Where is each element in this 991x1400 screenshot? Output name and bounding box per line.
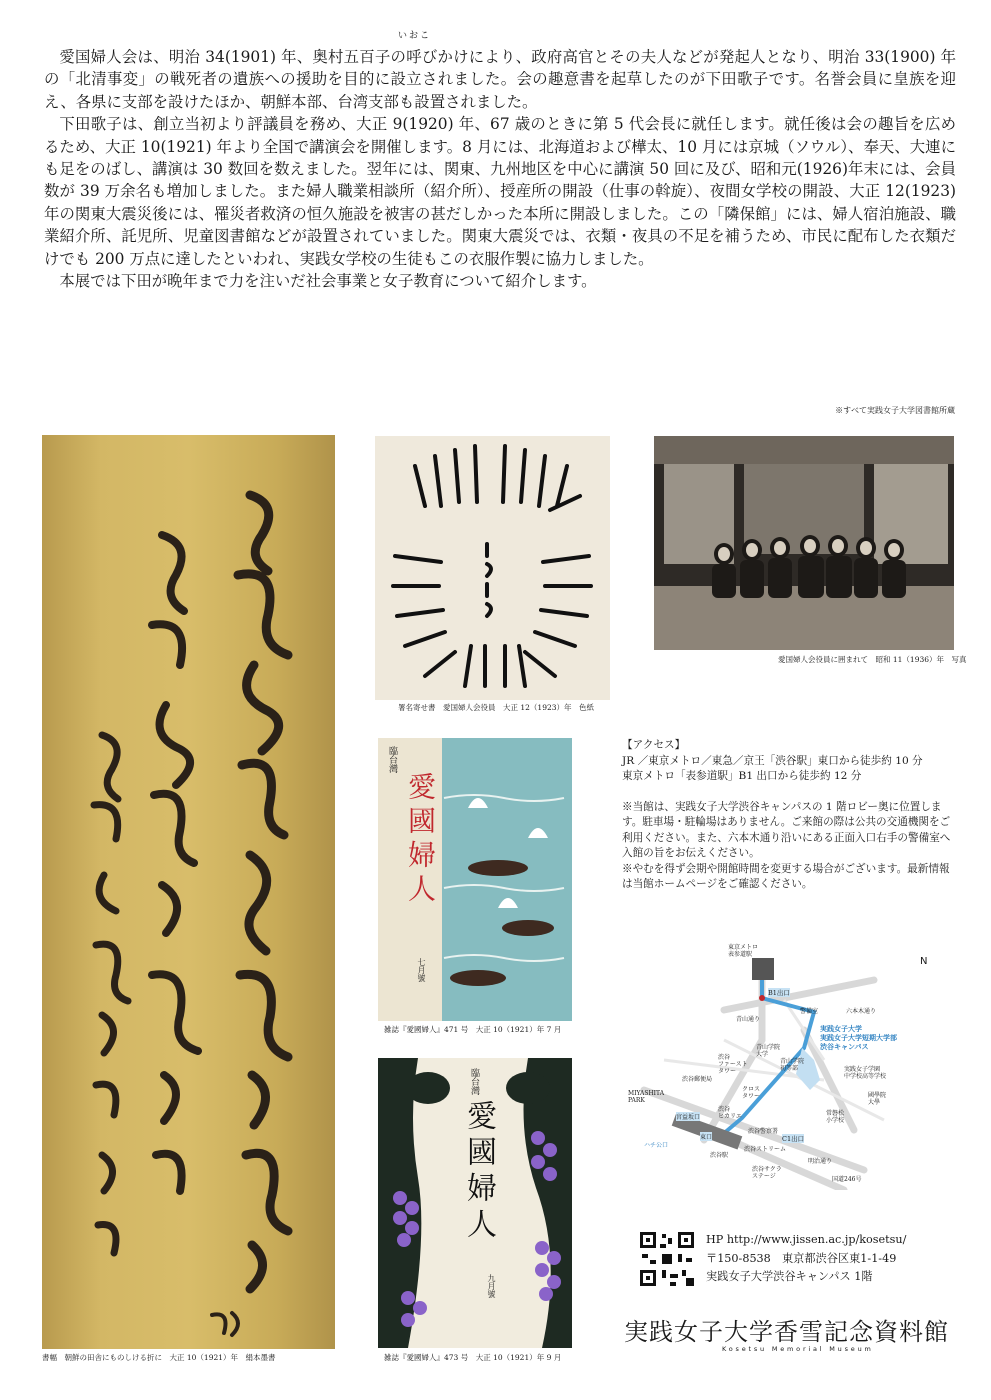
access-line-metro: 東京メトロ「表参道駅」B1 出口から徒歩約 12 分 (622, 770, 862, 782)
map-aoyama-dori: 青山通り (736, 1016, 761, 1023)
map-shibuya-first-tower: 渋谷 ファースト タワー (718, 1054, 748, 1075)
map-police-station: 渋谷警察署 (748, 1128, 779, 1135)
collection-note: ※すべて実践女子大学図書館所蔵 (835, 406, 955, 415)
magazine-july-label: 臨台灣 (387, 746, 397, 773)
calligraphy-scroll-image (42, 435, 335, 1349)
museum-title: 実践女子大学香雪記念資料館 (624, 1318, 949, 1346)
map-east-exit: 東口 (700, 1134, 713, 1141)
map-aogaku-elementary: 青山学院 初等部 (780, 1058, 805, 1072)
access-line-jr: JR ／東京メトロ／東急／京王「渋谷駅」東口から徒歩約 10 分 (622, 754, 923, 767)
map-shibuya-stream: 渋谷ストリーム (744, 1146, 787, 1153)
access-note-schedule: ※やむを得ず会期や開館時間を変更する場合がございます。最新情報は当館ホームページをご確認ください。 (622, 862, 950, 890)
access-map (624, 940, 964, 1190)
scroll-caption: 書幅 朝鮮の田舎にものしける折に 大正 10（1921）年 絹本墨書 (42, 1353, 276, 1362)
magazine-july-cover-image (378, 738, 572, 1021)
map-kokugakuin: 國學院 大學 (868, 1092, 887, 1106)
address-line-1: 〒150-8538 東京都渋谷区東1-1-49 (706, 1251, 897, 1265)
map-tokiwamatsu-school: 常磐松 小学校 (826, 1110, 845, 1124)
map-roppongi-dori: 六本木通り (846, 1008, 877, 1015)
magazine-september-cover-image (378, 1058, 572, 1348)
contact-info (706, 1231, 906, 1287)
intro-paragraph-2: 下田歌子は、創立当初より評議員を務め、大正 9(1920) 年、67 歳のときに第 5 代会長に就任します。就任後は会の趣旨を広めるため、大正 10(1921) 年より全国で講演会を開催します。8 月には、北海道および樺太、10 月には京城（ソウル）、奉天、大連にも足をのばし、講演は 30 数回を数えました。翌年には、関東、九州地区を中心に講演 50 回に及び、昭和元(1926)年末には、会員数が 39 万余名も増加しました。また婦人職業相談所（紹介所）、授産所の開設（仕事の斡旋）、夜間女学校の開設、大正 12(1923) 年の関東大震災後には、罹災者救済の恒久施設を被害の甚だしかった本所に開設しました。この「隣保館」には、婦人宿泊施設、職業紹介所、託児所、児童図書館などが設置されていました。関東大震災では、衣類・夜具の不足を補うため、市民に配布した衣類だけでも 200 万点に達したといわれ、実践女学校の生徒もこの衣服作製に協力しました。 (44, 115, 956, 268)
address-line-2: 実践女子大学渋谷キャンパス 1階 (706, 1270, 873, 1283)
magazine-july-issue: 七月號 (417, 958, 426, 982)
access-info (622, 738, 958, 893)
magazine-september-caption: 雑誌『愛國婦人』473 号 大正 10（1921）年 9 月 (384, 1353, 562, 1362)
map-jissen-school: 実践女子学園 中学校高等学校 (844, 1066, 887, 1080)
magazine-september-title: 愛國婦人 (461, 1100, 496, 1244)
map-omotesando-station: 東京メトロ 表参道駅 (728, 944, 759, 958)
map-shibuya-station: 渋谷駅 (710, 1152, 729, 1159)
museum-english-name: Kosetsu Memorial Museum (722, 1345, 874, 1353)
map-miyashita-park: MIYASHITA PARK (628, 1090, 665, 1104)
magazine-september-issue: 九月號 (487, 1274, 496, 1298)
access-note-location: ※当館は、実践女子大学渋谷キャンパスの 1 階ロビー奥に位置します。駐車場・駐輪場はありません。ご来館の際は公共の交通機関をご利用ください。また、六本木通り沿いにある正面入口右手の警備室へ入館の旨をお伝えください。 (622, 800, 951, 859)
map-cross-tower: クロス タワー (742, 1086, 761, 1100)
magazine-september-label: 臨台灣 (469, 1068, 479, 1095)
group-photo-image (654, 436, 954, 650)
map-jissen-campus: 実践女子大学 実践女子大学短期大学部 渋谷キャンパス (820, 1024, 897, 1051)
signature-board-image (375, 436, 610, 700)
map-aogaku-univ: 青山学院 大学 (756, 1044, 781, 1058)
intro-text (44, 46, 956, 292)
magazine-july-caption: 雑誌『愛國婦人』471 号 大正 10（1921）年 7 月 (384, 1025, 562, 1034)
map-c1-exit: C1出口 (782, 1135, 805, 1143)
map-sakura-stage: 渋谷サクラ ステージ (752, 1166, 782, 1180)
access-heading: 【アクセス】 (622, 739, 686, 751)
qr-code-icon (638, 1230, 696, 1288)
name-reading-ruby: いおこ (398, 31, 432, 41)
intro-paragraph-1: 愛国婦人会は、明治 34(1901) 年、奥村五百子の呼びかけにより、政府高官とその夫人などが発起人となり、明治 33(1900) 年の「北清事変」の戦死者の遺族への援助を目的に設立されました。会の趣意書を起草したのが下田歌子です。名誉会員に皇族を迎え、各県に支部を設けたほか、朝鮮本部、台湾支部も設置されました。 (44, 48, 956, 111)
map-security-room: 警備室 (800, 1008, 819, 1015)
map-b1-exit: B1出口 (768, 989, 790, 997)
map-hikarie: 渋谷 ヒカリエ (718, 1106, 742, 1120)
intro-paragraph-3: 本展では下田が晩年まで力を注いだ社会事業と女子教育について紹介します。 (59, 272, 597, 291)
homepage-link[interactable]: HP http://www.jissen.ac.jp/kosetsu/ (706, 1233, 907, 1246)
group-photo-caption: 愛国婦人会役員に囲まれて 昭和 11（1936）年 写真 (778, 655, 967, 664)
map-miyamasuzaka-exit: 宮益坂口 (676, 1114, 701, 1121)
map-north-arrow-icon: N (920, 956, 928, 967)
map-post-office: 渋谷郵便局 (682, 1076, 713, 1083)
magazine-july-title: 愛國婦人 (404, 772, 437, 908)
signature-board-caption: 署名寄せ書 愛国婦人会役員 大正 12（1923）年 色紙 (398, 703, 595, 712)
map-route-246: 国道246号 (832, 1176, 862, 1183)
map-hachiko-exit: ハチ公口 (644, 1142, 669, 1149)
map-meiji-dori: 明治通り (808, 1158, 833, 1165)
